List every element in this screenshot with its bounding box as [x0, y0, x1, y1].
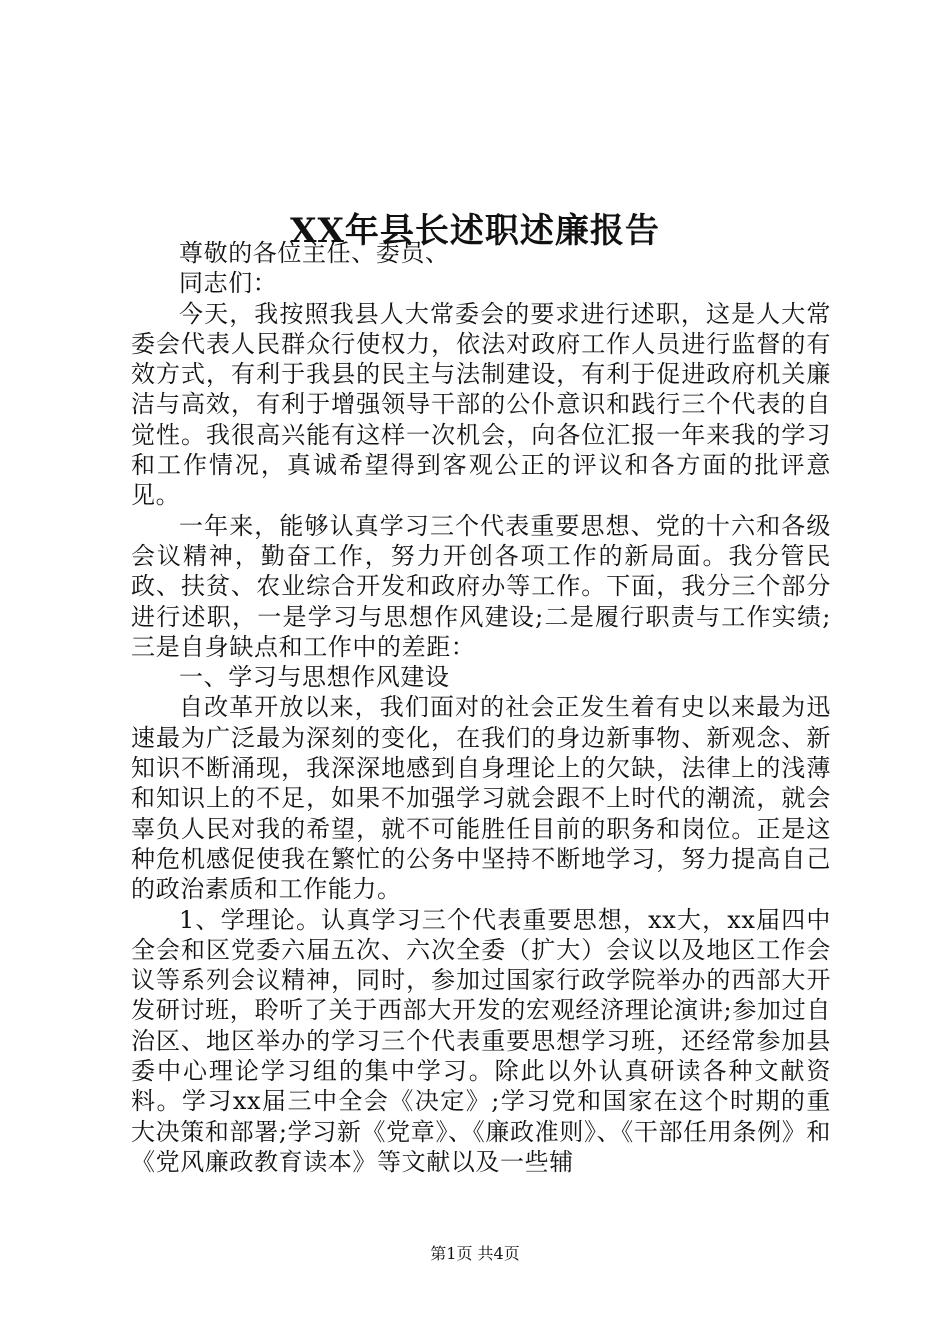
salutation-line-2: 同志们：: [179, 269, 278, 298]
paragraph-intro: 今天，我按照我县人大常委会的要求进行述职，这是人大常委会代表人民群众行使权力，依法对政府工作人员进行监督的有效方式，有利于我县的民主与法制建设，有利于促进政府机关廉洁与高效，有利于增强领导干部的公仆意识和践行三个代表的自觉性。我很高兴能有这样一次机会，向各位汇报一年来我的学习和工作情况，真诚希望得到客观公正的评议和各方面的批评意见。: [131, 299, 831, 510]
paragraph-overview: 一年来，能够认真学习三个代表重要思想、党的十六和各级会议精神，勤奋工作，努力开创各项工作的新局面。我分管民政、扶贫、农业综合开发和政府办等工作。下面，我分三个部分进行述职，一是学习与思想作风建设;二是履行职责与工作实绩;三是自身缺点和工作中的差距：: [131, 511, 831, 661]
paragraph-study-theory: 1、学理论。认真学习三个代表重要思想，xx大，xx届四中全会和区党委六届五次、六次全委（扩大）会议以及地区工作会议等系列会议精神，同时，参加过国家行政学院举办的西部大开发研讨班，聆听了关于西部大开发的宏观经济理论演讲;参加过自治区、地区举办的学习三个代表重要思想学习班，还经常参加县委中心理论学习组的集中学习。除此以外认真研读各种文献资料。学习xx届三中全会《决定》;学习党和国家在这个时期的重大决策和部署;学习新《党章》、《廉政准则》、《干部任用条例》和《党风廉政教育读本》等文献以及一些辅: [131, 905, 831, 1176]
section-heading-1: 一、学习与思想作风建设: [179, 663, 450, 692]
document-body: [131, 238, 831, 1177]
page-number-footer: 第1页 共4页: [430, 1244, 520, 1263]
paragraph-study-background: 自改革开放以来，我们面对的社会正发生着有史以来最为迅速最为广泛最为深刻的变化，在我们的身边新事物、新观念、新知识不断涌现，我深深地感到自身理论上的欠缺，法律上的浅薄和知识上的不足，如果不加强学习就会跟不上时代的潮流，就会辜负人民对我的希望，就不可能胜任目前的职务和岗位。正是这种危机感促使我在繁忙的公务中坚持不断地学习，努力提高自己的政治素质和工作能力。: [131, 693, 831, 904]
salutation-line-1: 尊敬的各位主任、委员、: [179, 239, 450, 267]
document-title: XX年县长述职述廉报告: [290, 210, 660, 251]
